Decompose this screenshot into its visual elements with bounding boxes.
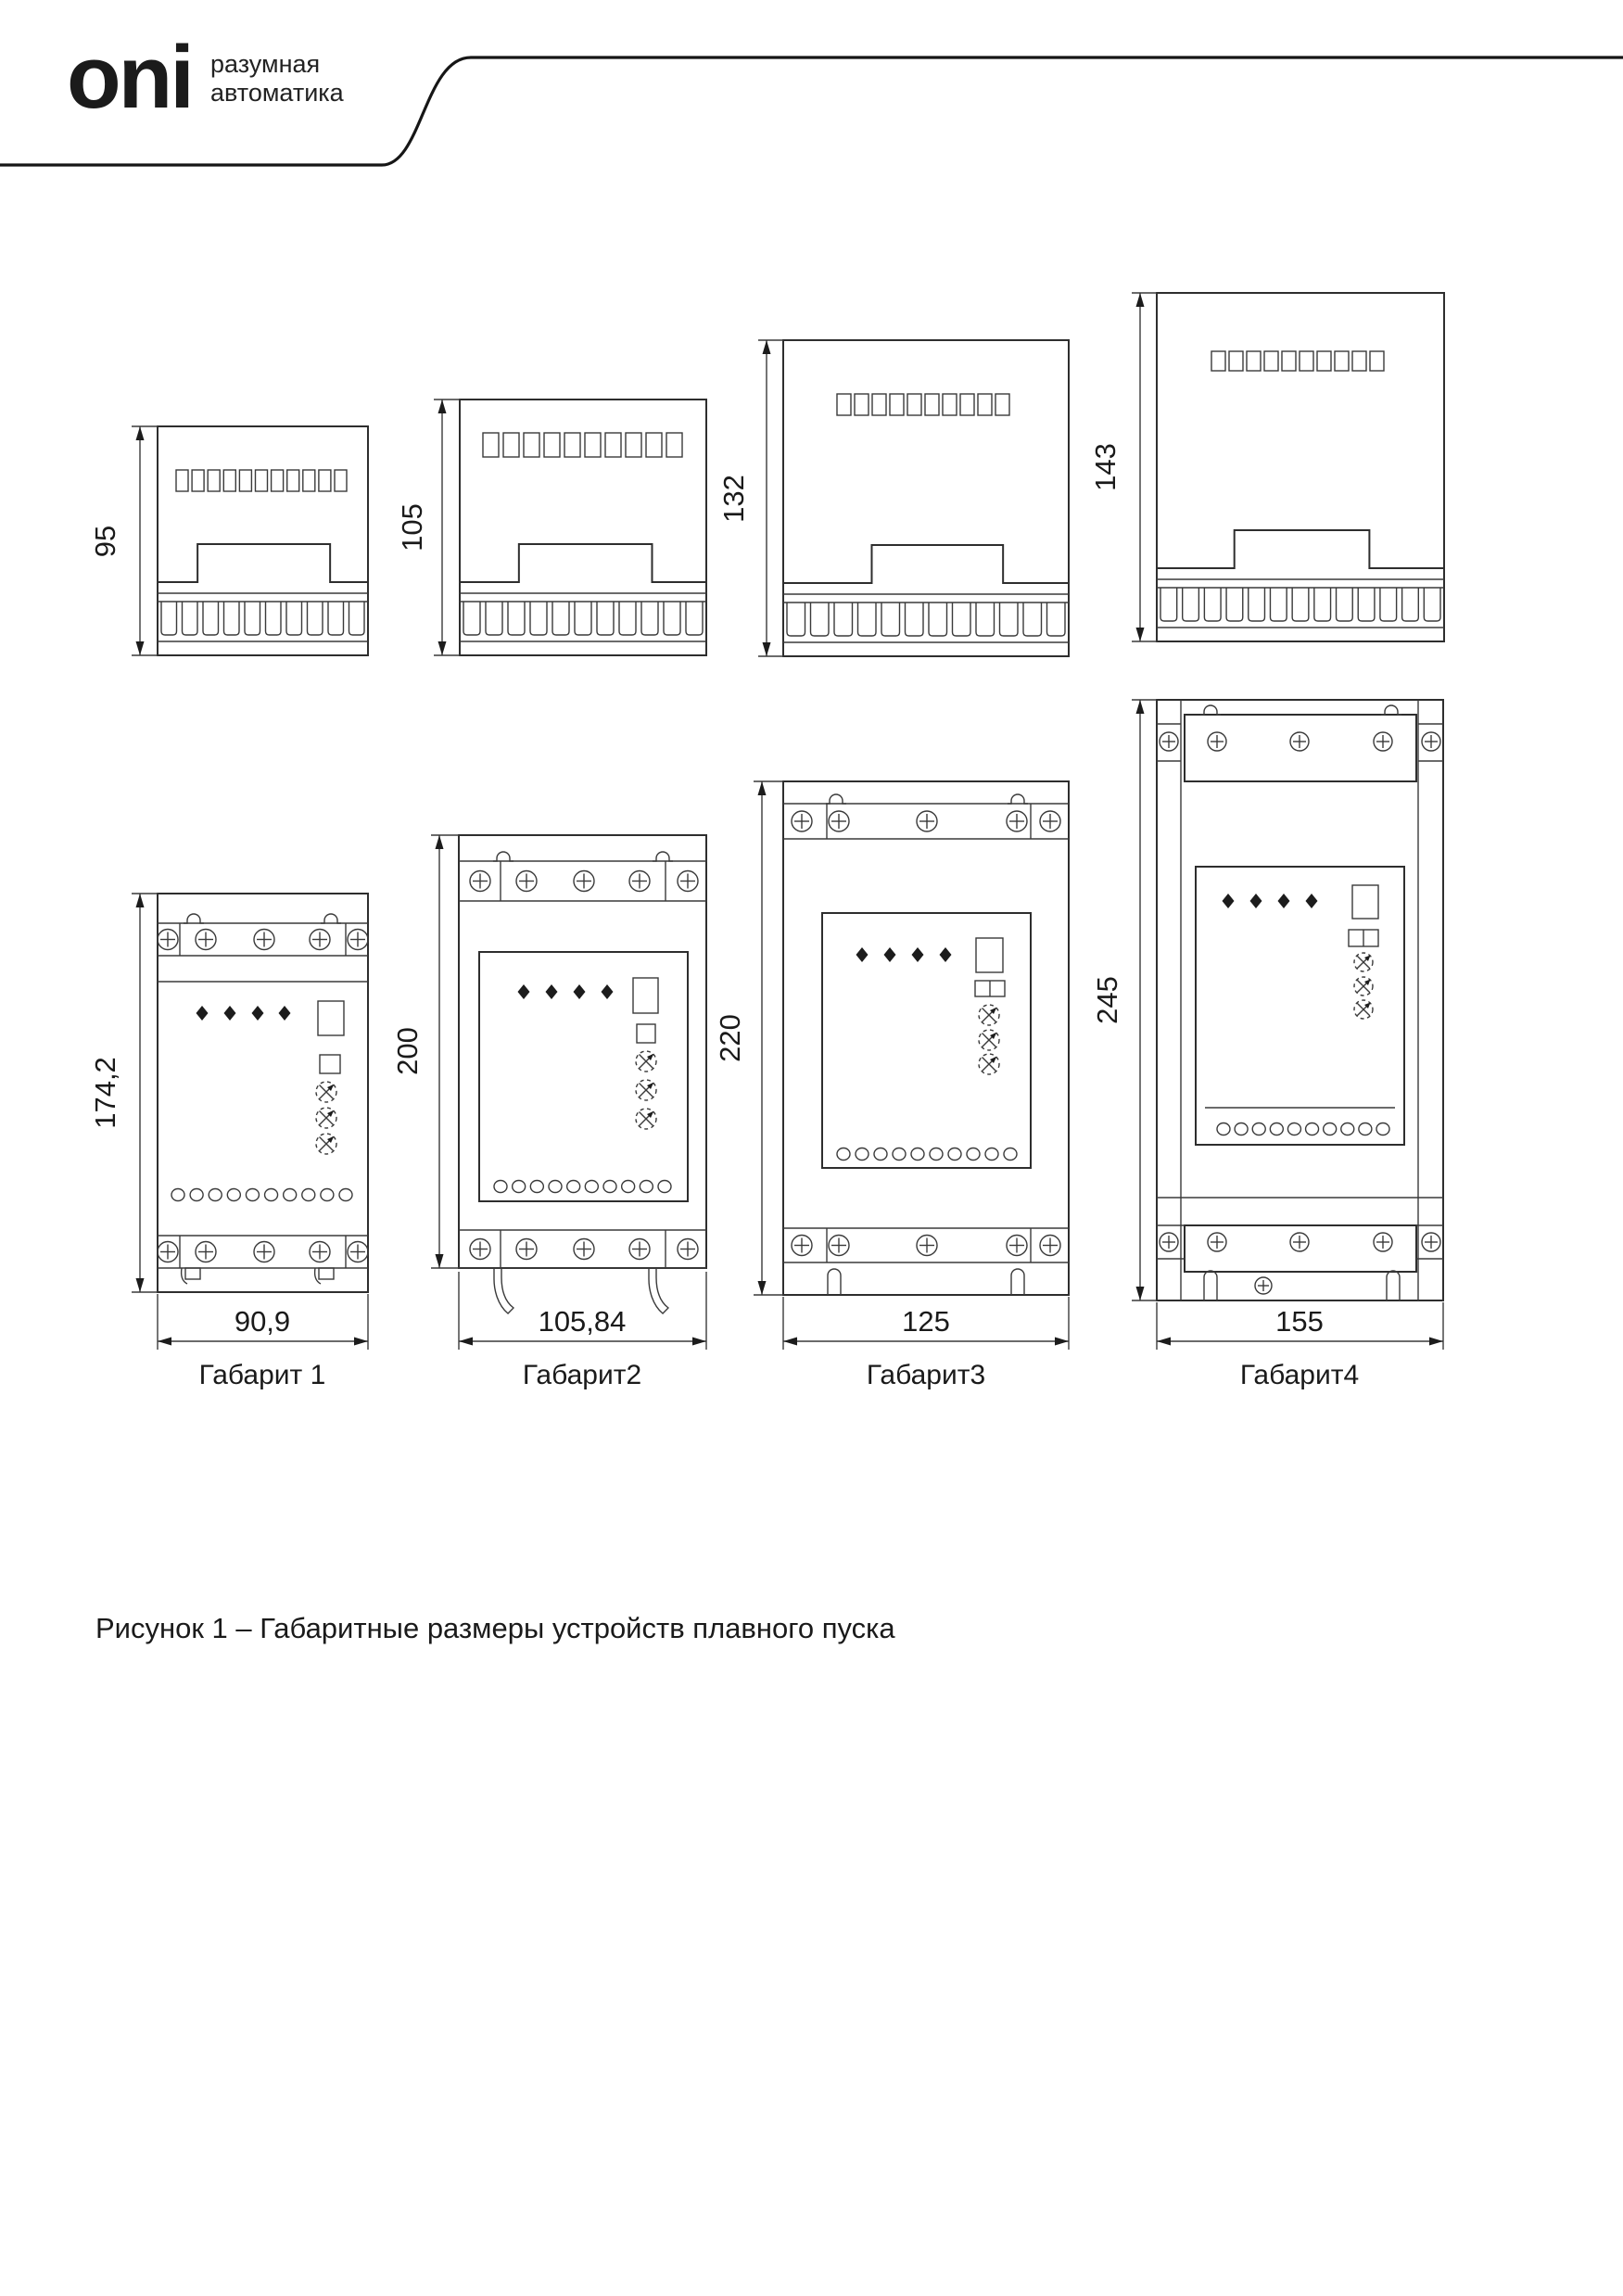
width-label-4: 155 [1275, 1305, 1324, 1338]
caption-gabarit-2: Габарит2 [522, 1360, 642, 1390]
caption-gabarit-4: Габарит4 [1239, 1360, 1360, 1390]
technical-drawings [132, 293, 1444, 1350]
depth-height-label-3: 132 [717, 475, 750, 523]
depth-height-label-1: 95 [89, 525, 121, 558]
figure-caption: Рисунок 1 – Габаритные размеры устройств плавного пуска [95, 1612, 895, 1644]
depth-height-label-4: 143 [1089, 443, 1122, 491]
front-height-label-4: 245 [1091, 976, 1123, 1024]
width-label-1: 90,9 [234, 1305, 291, 1338]
width-label-3: 125 [902, 1305, 950, 1338]
front-height-label-1: 174,2 [89, 1057, 121, 1129]
front-height-label-3: 220 [714, 1014, 746, 1062]
tagline-line-1: разумная [210, 50, 321, 78]
oni-logo: oni [67, 28, 192, 127]
front-height-label-2: 200 [391, 1027, 424, 1075]
caption-gabarit-3: Габарит3 [866, 1360, 986, 1390]
width-label-2: 105,84 [538, 1305, 627, 1338]
header-swoosh-line [0, 57, 1623, 165]
tagline-line-2: автоматика [210, 79, 344, 108]
depth-height-label-2: 105 [396, 503, 428, 552]
caption-gabarit-1: Габарит 1 [198, 1360, 326, 1390]
